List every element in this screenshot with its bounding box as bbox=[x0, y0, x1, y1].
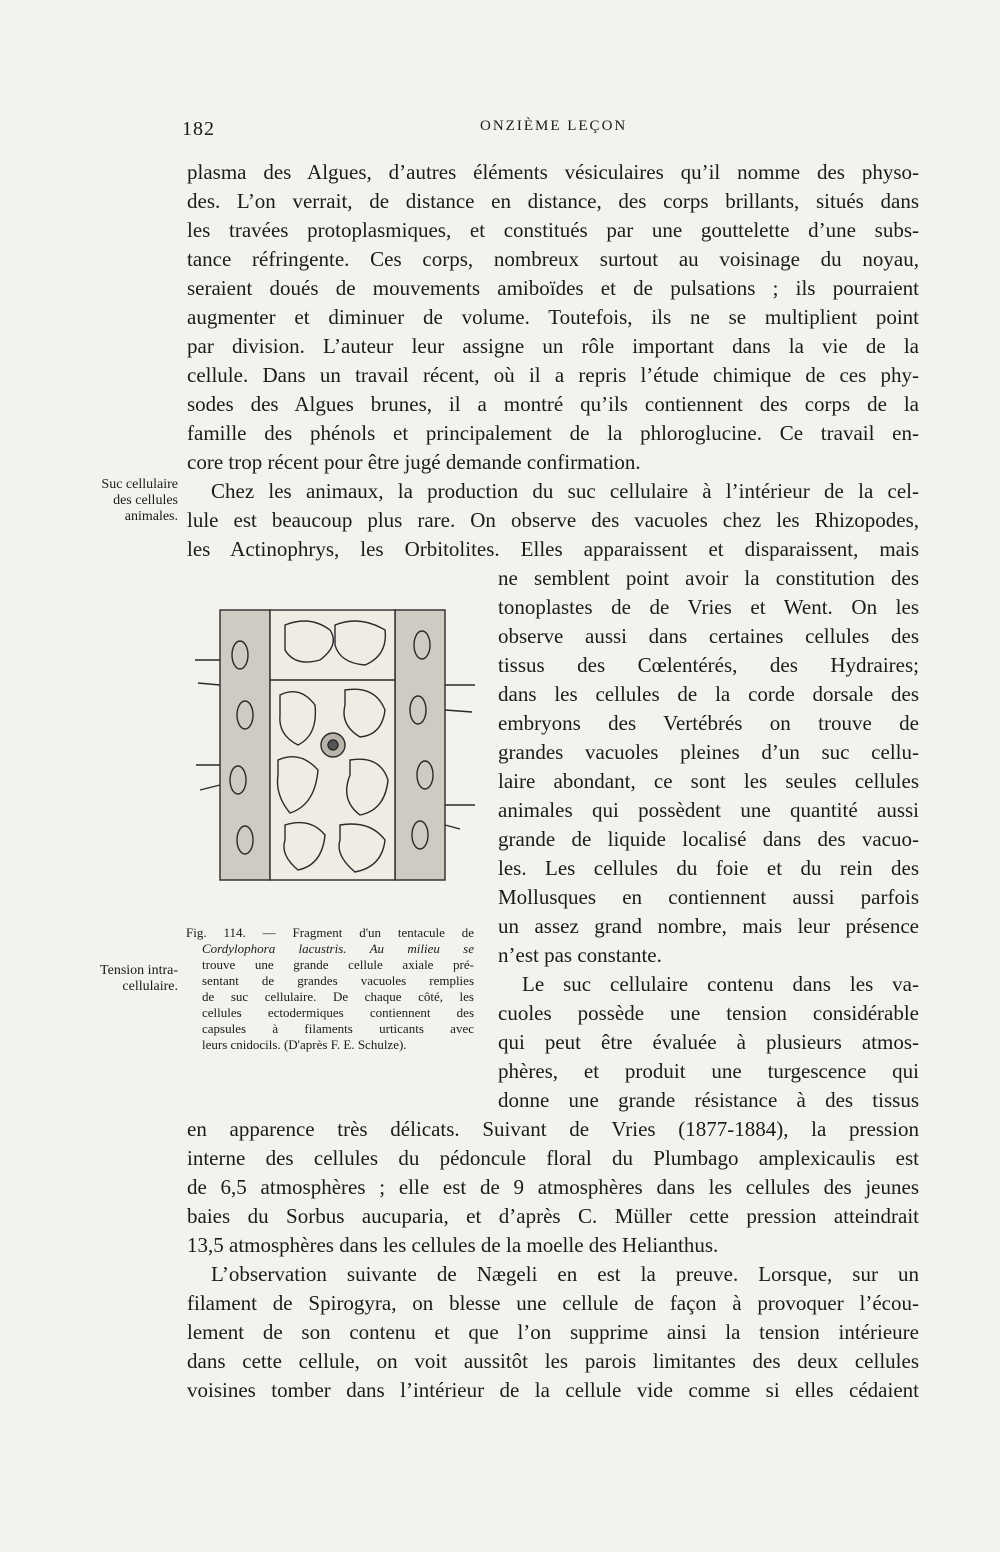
body-line: par division. L’auteur leur assigne un rôle important dans la vie de la bbox=[187, 334, 919, 358]
body-line: seraient doués de mouvements amiboïdes et de pulsations ; ils pourraient bbox=[187, 276, 919, 300]
body-line: plasma des Algues, d’autres éléments vésiculaires qu’il nomme des physo- bbox=[187, 160, 919, 184]
body-line: tance réfringente. Ces corps, nombreux surtout au voisinage du noyau, bbox=[187, 247, 919, 271]
column-line: cuoles possède une tension considérable bbox=[498, 1001, 919, 1025]
running-head: ONZIÈME LEÇON bbox=[480, 118, 628, 134]
body-line: les travées protoplasmiques, et constitués par une gouttelette d’une subs- bbox=[187, 218, 919, 242]
column-line: dans les cellules de la corde dorsale des bbox=[498, 682, 919, 706]
margin-note-line: animales. bbox=[124, 509, 178, 524]
margin-note-line: Suc cellulaire bbox=[101, 477, 178, 492]
figure-caption-line: cellules ectodermiques contiennent des bbox=[202, 1005, 474, 1020]
body-line: L’observation suivante de Nægeli en est la preuve. Lorsque, sur un bbox=[211, 1262, 919, 1286]
body-line: dans cette cellule, on voit aussitôt les parois limitantes des deux cellules bbox=[187, 1349, 919, 1373]
figure-caption-line: de suc cellulaire. De chaque côté, les bbox=[202, 989, 474, 1004]
column-line: donne une grande résistance à des tissus bbox=[498, 1088, 919, 1112]
body-line: interne des cellules du pédoncule floral du Plumbago amplexicaulis est bbox=[187, 1146, 919, 1170]
cell-drawing bbox=[190, 585, 480, 915]
column-line: laire abondant, ce sont les seules cellules bbox=[498, 769, 919, 793]
column-line: tissus des Cœlentérés, des Hydraires; bbox=[498, 653, 919, 677]
body-line: de 6,5 atmosphères ; elle est de 9 atmosphères dans les cellules des jeunes bbox=[187, 1175, 919, 1199]
body-line: famille des phénols et principalement de la phloroglucine. Ce travail en- bbox=[187, 421, 919, 445]
body-line: core trop récent pour être jugé demande confirmation. bbox=[187, 450, 641, 474]
column-line: n’est pas constante. bbox=[498, 943, 662, 967]
figure-caption-line: leurs cnidocils. (D'après F. E. Schulze). bbox=[202, 1037, 407, 1052]
body-line: lement de son contenu et que l’on supprime ainsi la tension intérieure bbox=[187, 1320, 919, 1344]
body-line: sodes des Algues brunes, il a montré qu’ils contiennent des corps de la bbox=[187, 392, 919, 416]
body-line: filament de Spirogyra, on blesse une cellule de façon à provoquer l’écou- bbox=[187, 1291, 919, 1315]
body-line: augmenter et diminuer de volume. Toutefois, ils ne se multiplient point bbox=[187, 305, 919, 329]
page-number: 182 bbox=[182, 118, 215, 140]
body-line: cellule. Dans un travail récent, où il a repris l’étude chimique de ces phy- bbox=[187, 363, 919, 387]
column-line: Le suc cellulaire contenu dans les va- bbox=[522, 972, 919, 996]
body-line: lule est beaucoup plus rare. On observe des vacuoles chez les Rhizopodes, bbox=[187, 508, 919, 532]
column-line: grande de liquide localisé dans des vacuo- bbox=[498, 827, 919, 851]
figure-114-illustration bbox=[190, 585, 480, 915]
column-line: observe aussi dans certaines cellules des bbox=[498, 624, 919, 648]
body-line: 13,5 atmosphères dans les cellules de la moelle des Helianthus. bbox=[187, 1233, 719, 1257]
margin-note-line: des cellules bbox=[113, 493, 178, 508]
column-line: embryons des Vertébrés on trouve de bbox=[498, 711, 919, 735]
margin-note-line: cellulaire. bbox=[122, 979, 178, 994]
figure-caption-line: Fig. 114. — Fragment d'un tentacule de bbox=[186, 925, 474, 940]
figure-caption-line: trouve une grande cellule axiale pré- bbox=[202, 957, 474, 972]
body-line: Chez les animaux, la production du suc cellulaire à l’intérieur de la cel- bbox=[211, 479, 919, 503]
column-line: grandes vacuoles pleines d’un suc cellu- bbox=[498, 740, 919, 764]
body-line: baies du Sorbus aucuparia, et d’après C. Müller cette pression atteindrait bbox=[187, 1204, 919, 1228]
margin-note-tension bbox=[100, 963, 178, 995]
column-line: les. Les cellules du foie et du rein des bbox=[498, 856, 919, 880]
figure-caption-line: sentant de grandes vacuoles remplies bbox=[202, 973, 474, 988]
column-line: phères, et produit une turgescence qui bbox=[498, 1059, 919, 1083]
body-line: voisines tomber dans l’intérieur de la cellule vide comme si elles cédaient bbox=[187, 1378, 919, 1402]
column-line: Mollusques en contiennent aussi parfois bbox=[498, 885, 919, 909]
margin-note-line: Tension intra- bbox=[100, 963, 178, 978]
figure-caption-line: Cordylophora lacustris. Au milieu se bbox=[202, 941, 474, 956]
body-line: en apparence très délicats. Suivant de Vries (1877-1884), la pression bbox=[187, 1117, 919, 1141]
margin-note-suc-cellulaire bbox=[101, 477, 178, 525]
column-line: animales qui possèdent une quantité aussi bbox=[498, 798, 919, 822]
column-line: ne semblent point avoir la constitution des bbox=[498, 566, 919, 590]
column-line: qui peut être évaluée à plusieurs atmos- bbox=[498, 1030, 919, 1054]
body-line: des. L’on verrait, de distance en distance, des corps brillants, situés dans bbox=[187, 189, 919, 213]
column-line: tonoplastes de de Vries et Went. On les bbox=[498, 595, 919, 619]
column-line: un assez grand nombre, mais leur présence bbox=[498, 914, 919, 938]
body-line: les Actinophrys, les Orbitolites. Elles apparaissent et disparaissent, mais bbox=[187, 537, 919, 561]
figure-caption-line: capsules à filaments urticants avec bbox=[202, 1021, 474, 1036]
